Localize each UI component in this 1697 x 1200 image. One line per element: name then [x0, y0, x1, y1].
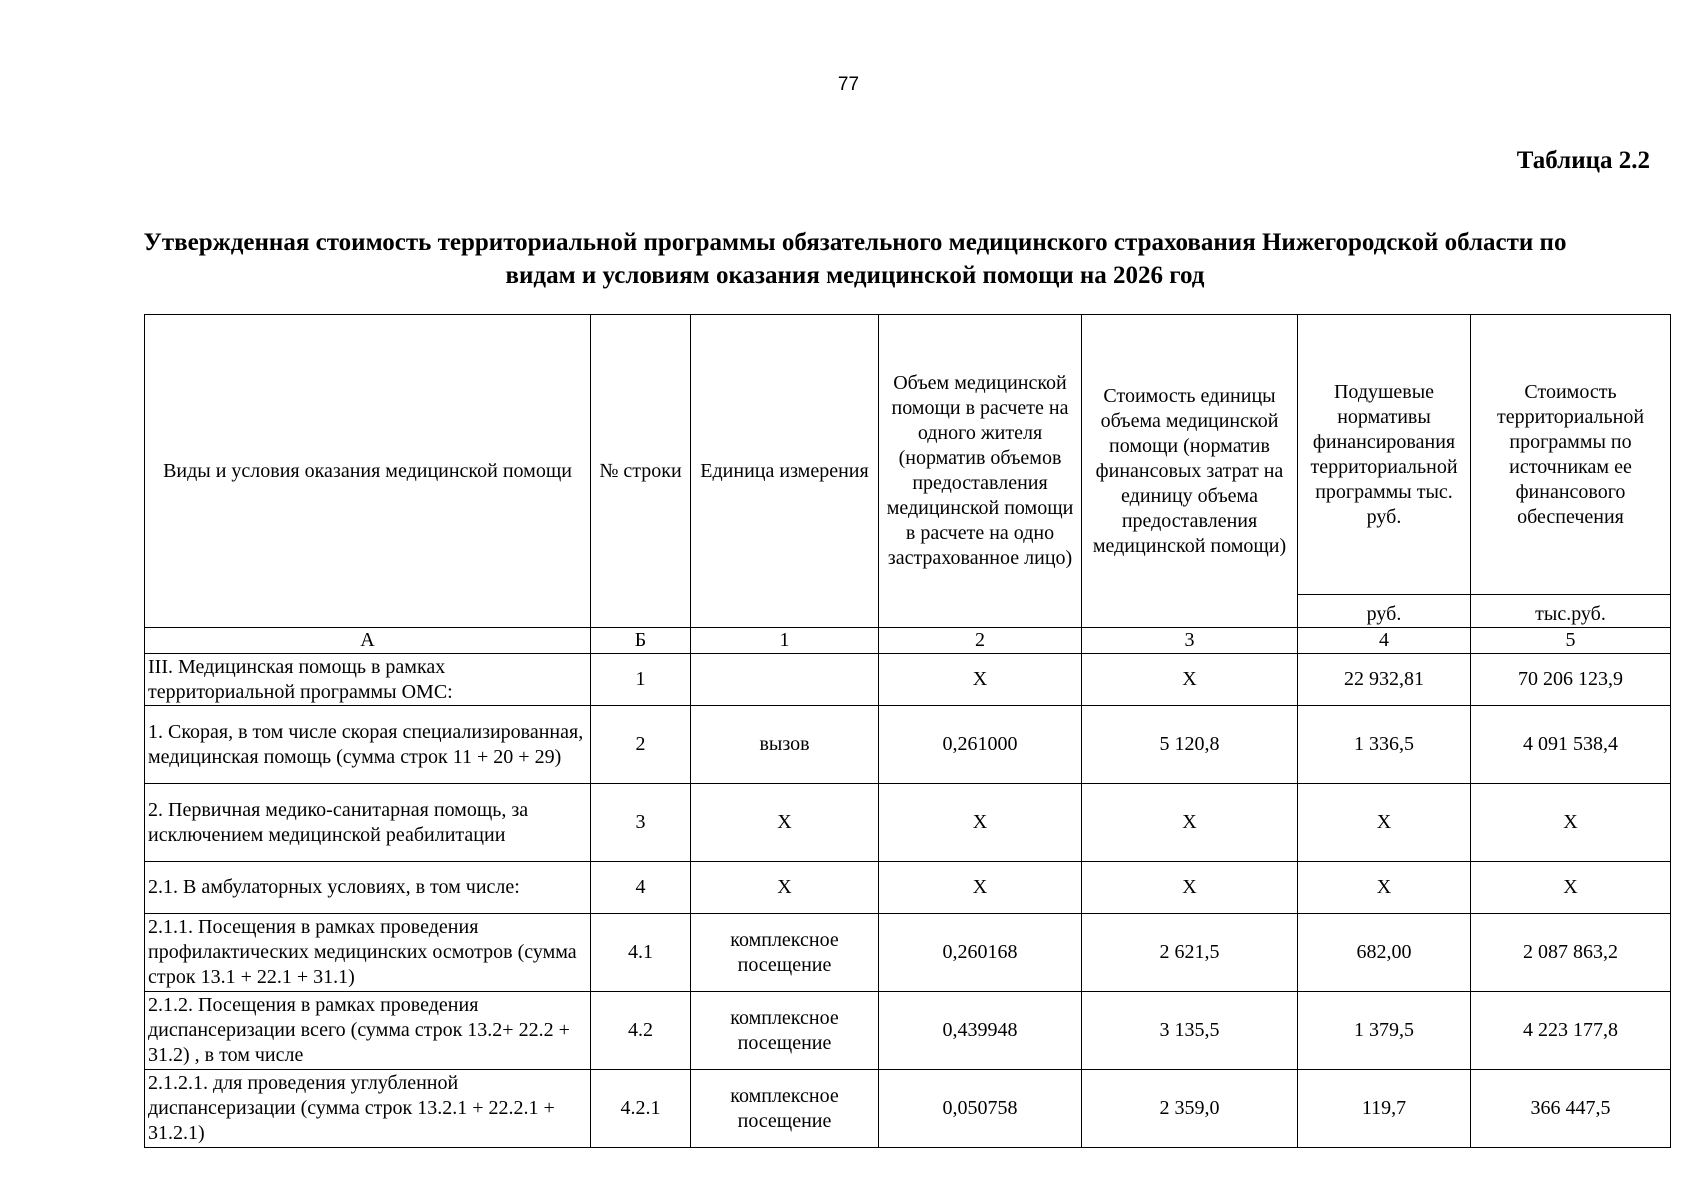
header-program-cost: Стоимость территориальной программы по источникам ее финансового обеспечения	[1471, 315, 1671, 595]
row-unit: комплексное посещение	[691, 1070, 879, 1148]
table-row	[145, 654, 1671, 706]
row-line: 4.2	[591, 992, 691, 1070]
table-row	[145, 862, 1671, 914]
row-unit	[691, 654, 879, 706]
row-cost: 5 120,8	[1082, 706, 1298, 784]
row-per-capita: Х	[1298, 784, 1471, 862]
header-unit-thousand-rub: тыс.руб.	[1471, 595, 1671, 628]
column-number: 3	[1082, 628, 1298, 654]
column-number: 2	[879, 628, 1082, 654]
row-unit: комплексное посещение	[691, 914, 879, 992]
row-cost: 2 359,0	[1082, 1070, 1298, 1148]
column-number: 1	[691, 628, 879, 654]
row-line: 3	[591, 784, 691, 862]
header-unit: Единица измерения	[691, 315, 879, 628]
row-name: 2. Первичная медико-санитарная помощь, за исключением медицинской реабилитации	[145, 784, 591, 862]
row-unit: Х	[691, 862, 879, 914]
row-per-capita: Х	[1298, 862, 1471, 914]
table-label: Таблица 2.2	[1516, 147, 1650, 174]
row-unit: вызов	[691, 706, 879, 784]
row-line: 1	[591, 654, 691, 706]
row-volume: 0,439948	[879, 992, 1082, 1070]
column-number: А	[145, 628, 591, 654]
row-volume: 0,050758	[879, 1070, 1082, 1148]
row-cost: Х	[1082, 654, 1298, 706]
document-title: Утвержденная стоимость территориальной программы обязательного медицинского страхования Нижегородской области по видам и условиям оказания медицинской помощи на 2026 год	[143, 229, 1567, 289]
cost-table	[144, 314, 1671, 1148]
column-number: Б	[591, 628, 691, 654]
table-row	[145, 914, 1671, 992]
header-line-number: № строки	[591, 315, 691, 628]
row-name: 2.1.2. Посещения в рамках проведения диспансеризации всего (сумма строк 13.2+ 22.2 + 31.2) , в том числе	[145, 992, 591, 1070]
column-number: 5	[1471, 628, 1671, 654]
row-total: Х	[1471, 862, 1671, 914]
row-line: 4.2.1	[591, 1070, 691, 1148]
table-row	[145, 992, 1671, 1070]
page-number: 77	[837, 74, 860, 95]
row-per-capita: 1 379,5	[1298, 992, 1471, 1070]
row-total: 2 087 863,2	[1471, 914, 1671, 992]
row-line: 4	[591, 862, 691, 914]
row-volume: 0,261000	[879, 706, 1082, 784]
column-numbers-row	[145, 628, 1671, 654]
row-per-capita: 1 336,5	[1298, 706, 1471, 784]
row-total: Х	[1471, 784, 1671, 862]
row-line: 4.1	[591, 914, 691, 992]
row-volume: Х	[879, 784, 1082, 862]
header-volume: Объем медицинской помощи в расчете на одного жителя (норматив объемов предоставления медицинской помощи в расчете на одно застрахованное лицо)	[879, 315, 1082, 628]
header-unit-cost: Стоимость единицы объема медицинской помощи (норматив финансовых затрат на единицу объема предоставления медицинской помощи)	[1082, 315, 1298, 628]
row-total: 70 206 123,9	[1471, 654, 1671, 706]
row-name: 2.1.2.1. для проведения углубленной диспансеризации (сумма строк 13.2.1 + 22.2.1 + 31.2.1)	[145, 1070, 591, 1148]
row-cost: 3 135,5	[1082, 992, 1298, 1070]
header-types: Виды и условия оказания медицинской помощи	[145, 315, 591, 628]
row-line: 2	[591, 706, 691, 784]
row-unit: Х	[691, 784, 879, 862]
row-name: 1. Скорая, в том числе скорая специализированная, медицинская помощь (сумма строк 11 + 20 + 29)	[145, 706, 591, 784]
row-per-capita: 22 932,81	[1298, 654, 1471, 706]
header-unit-rub: руб.	[1298, 595, 1471, 628]
row-volume: Х	[879, 654, 1082, 706]
table-row	[145, 1070, 1671, 1148]
column-number: 4	[1298, 628, 1471, 654]
row-per-capita: 682,00	[1298, 914, 1471, 992]
row-per-capita: 119,7	[1298, 1070, 1471, 1148]
row-volume: Х	[879, 862, 1082, 914]
row-cost: 2 621,5	[1082, 914, 1298, 992]
header-per-capita: Подушевые нормативы финансирования территориальной программы тыс. руб.	[1298, 315, 1471, 595]
row-name: III. Медицинская помощь в рамках территориальной программы ОМС:	[145, 654, 591, 706]
row-name: 2.1. В амбулаторных условиях, в том числе:	[145, 862, 591, 914]
row-cost: Х	[1082, 784, 1298, 862]
table-row	[145, 706, 1671, 784]
row-unit: комплексное посещение	[691, 992, 879, 1070]
row-cost: Х	[1082, 862, 1298, 914]
row-total: 366 447,5	[1471, 1070, 1671, 1148]
row-total: 4 223 177,8	[1471, 992, 1671, 1070]
row-name: 2.1.1. Посещения в рамках проведения профилактических медицинских осмотров (сумма строк 13.1 + 22.1 + 31.1)	[145, 914, 591, 992]
row-volume: 0,260168	[879, 914, 1082, 992]
row-total: 4 091 538,4	[1471, 706, 1671, 784]
table-row	[145, 784, 1671, 862]
